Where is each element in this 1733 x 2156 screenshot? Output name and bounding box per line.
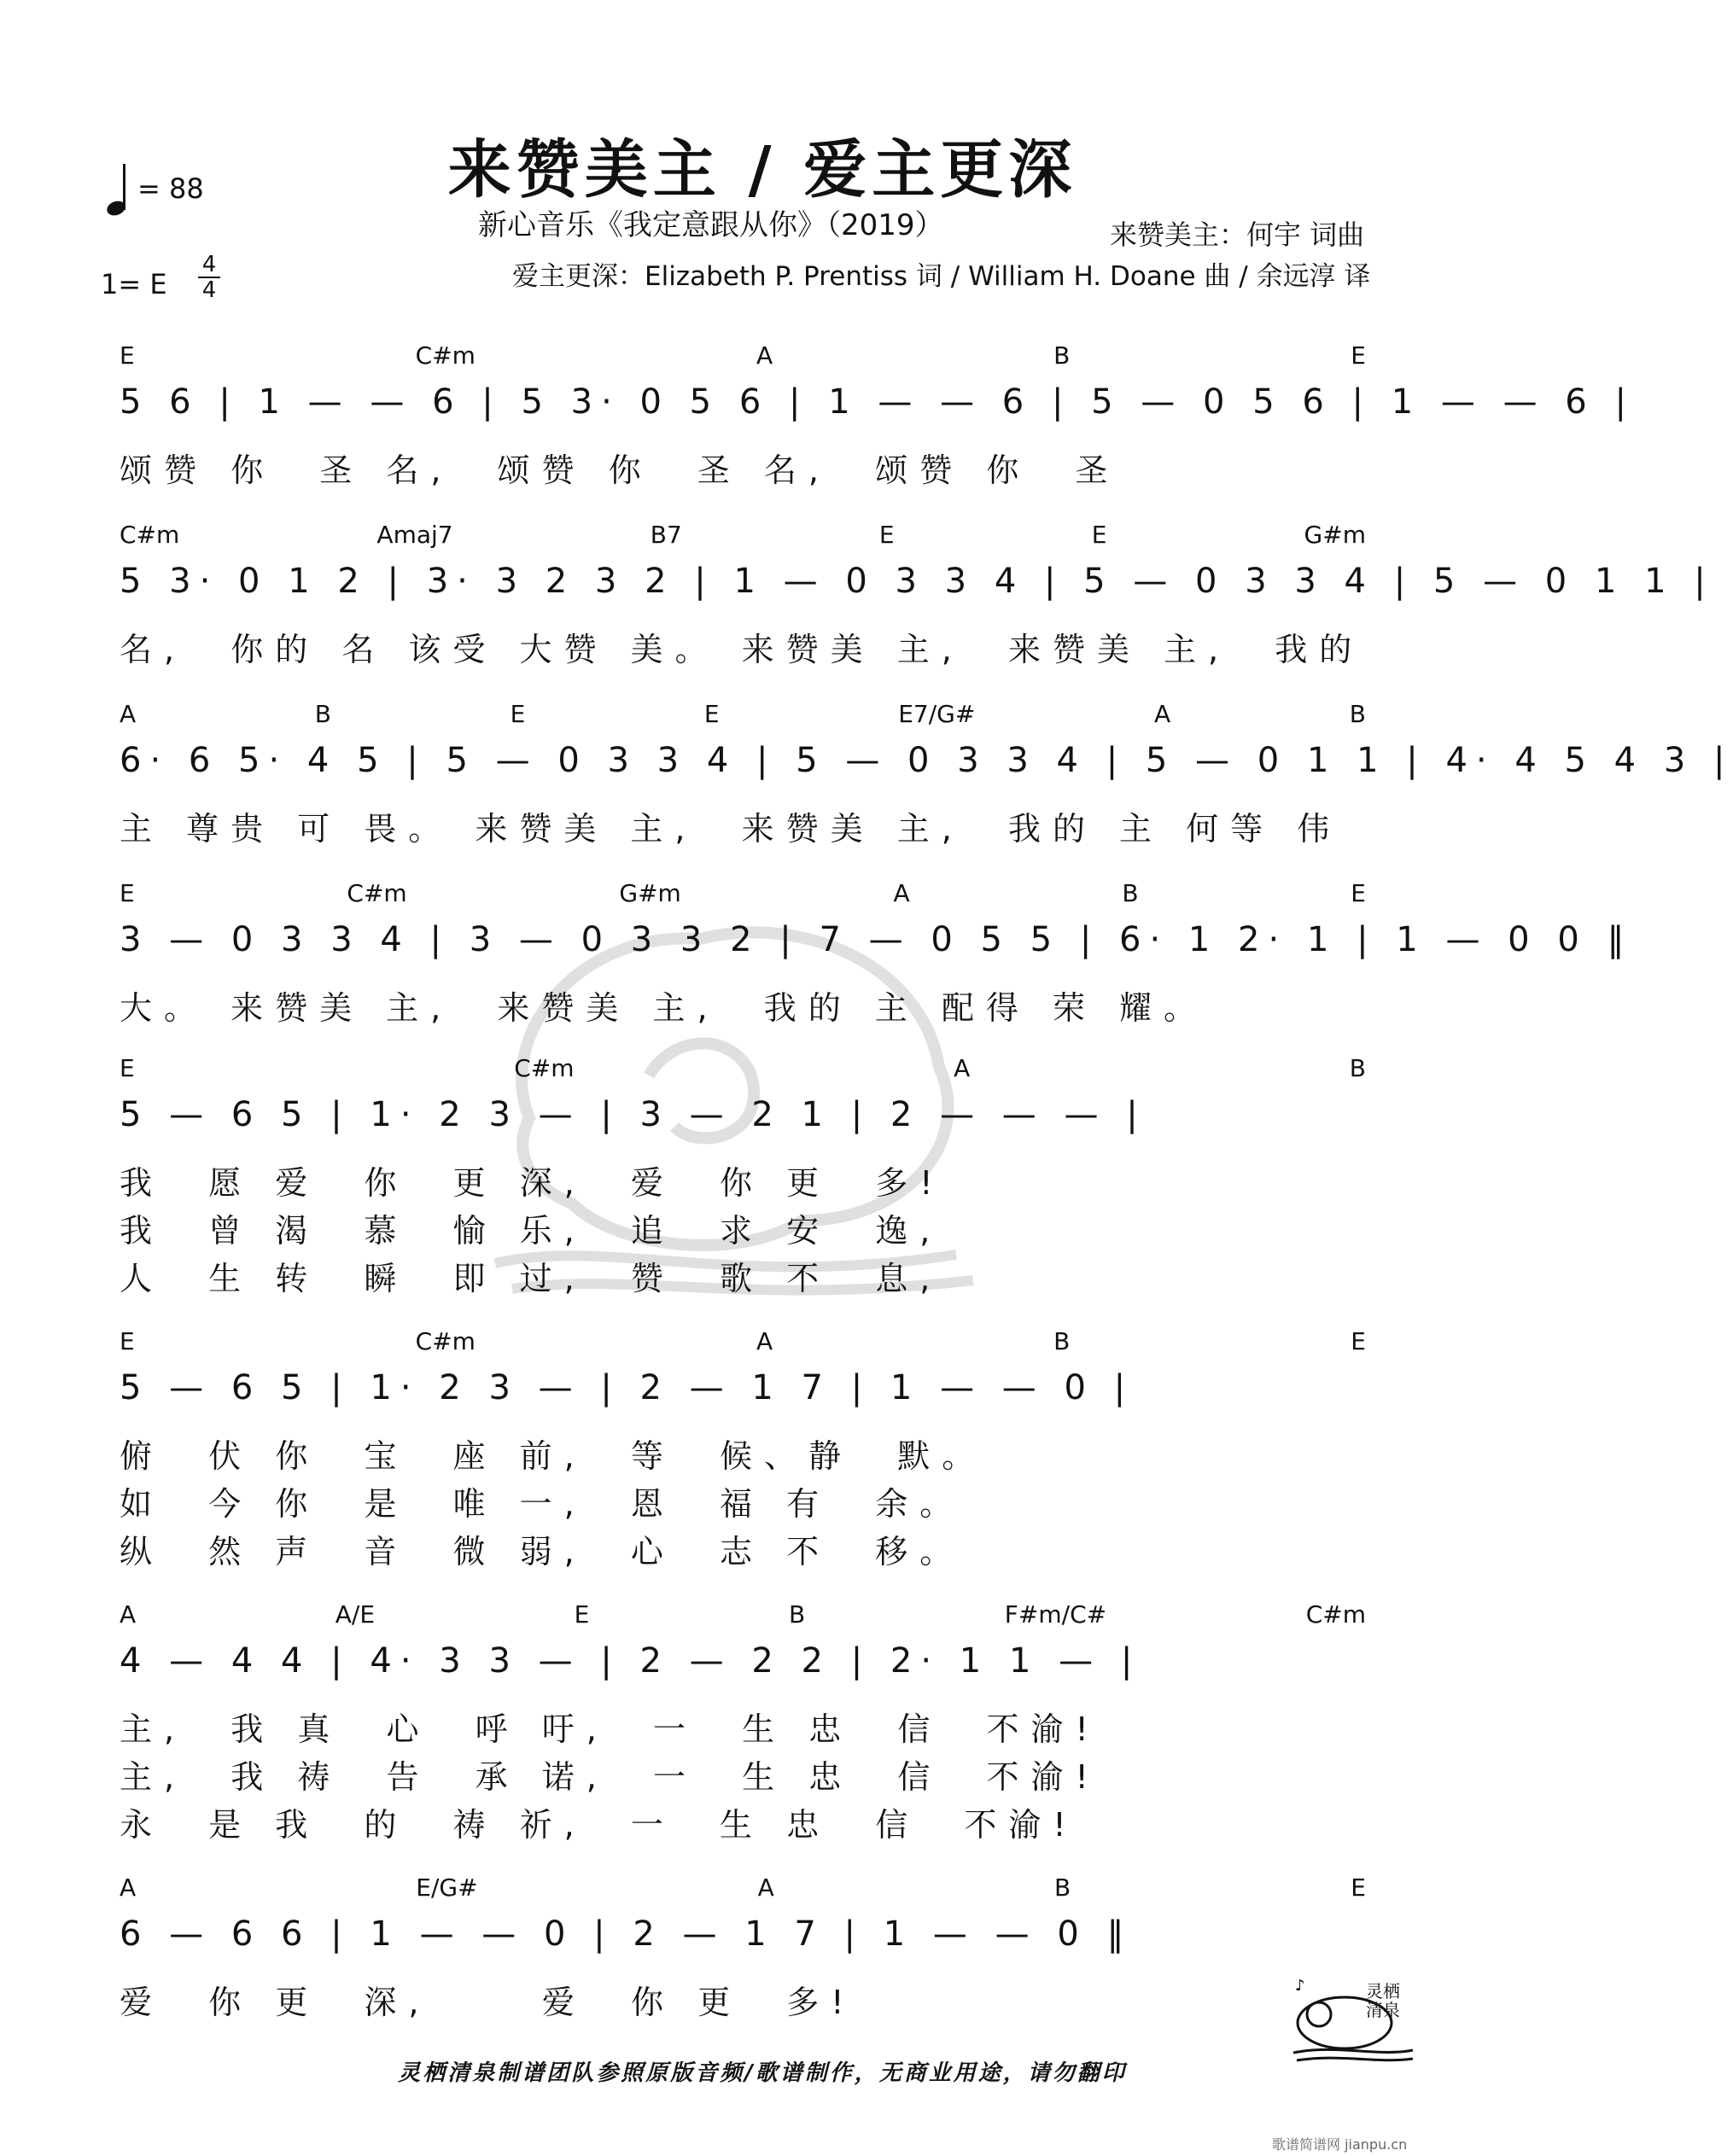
chord-row xyxy=(120,521,1417,549)
chord-symbol: B xyxy=(1349,1054,1366,1082)
lyric-line: 纵 然 声 音 微 弱, 心 志 不 移。 xyxy=(120,1533,965,1570)
chord-symbol: B xyxy=(1053,341,1071,370)
jianpu-notes: 3 — 0 3 3 4 | 3 — 0 3 3 2 | 7 — 0 5 5 | 6· 1 2· 1 | 1 — 0 0 ‖ xyxy=(120,920,1633,959)
svg-text:♪: ♪ xyxy=(1295,1977,1305,1995)
lyric-line: 人 生 转 瞬 即 过, 赞 歌 不 息, xyxy=(120,1260,942,1297)
chord-symbol: A xyxy=(120,1873,137,1902)
chord-symbol: E xyxy=(703,700,720,728)
chord-symbol: E xyxy=(574,1600,590,1629)
chord-row xyxy=(120,1327,1417,1355)
lyric-line: 俯 伏 你 宝 座 前, 等 候、静 默。 xyxy=(120,1437,987,1475)
chord-symbol: B xyxy=(1122,879,1139,907)
chord-symbol: A xyxy=(756,341,773,370)
chord-symbol: B xyxy=(314,700,331,728)
chord-symbol: C#m xyxy=(347,879,407,907)
chord-row xyxy=(120,1873,1417,1902)
quarter-note-icon xyxy=(107,162,131,215)
chord-symbol: B xyxy=(1053,1327,1071,1355)
key-signature: 1= E xyxy=(101,268,167,300)
chord-symbol: E xyxy=(1351,1327,1366,1355)
lyric-line: 主 尊贵 可 畏。 来赞美 主, 来赞美 主, 我的 主 何等 伟 xyxy=(120,810,1342,848)
lyric-line: 爱 你 更 深, 爱 你 更 多! xyxy=(120,1984,856,2021)
credit-line-2: 爱主更深：Elizabeth P. Prentiss 词 / William H. Doane 曲 / 余远淳 译 xyxy=(512,261,1371,292)
chord-symbol: B xyxy=(1053,1873,1071,1902)
jianpu-notes: 5 — 6 5 | 1· 2 3 — | 2 — 1 7 | 1 — — 0 | xyxy=(120,1368,1135,1407)
chord-symbol: E xyxy=(1351,1873,1366,1902)
chord-symbol: E xyxy=(120,879,135,907)
lyric-line: 我 愿 爱 你 更 深, 爱 你 更 多! xyxy=(120,1164,945,1202)
chord-symbol: A xyxy=(954,1054,971,1082)
footer-notice: 灵栖清泉制谱团队参照原版音频/歌谱制作，无商业用途，请勿翻印 xyxy=(398,2060,1127,2086)
lyric-line: 名, 你的 名 该受 大赞 美。 来赞美 主, 来赞美 主, 我的 xyxy=(120,631,1364,668)
sheep-logo-icon xyxy=(1285,1972,1421,2066)
chord-symbol: A xyxy=(120,1600,137,1629)
lyric-line: 大。 来赞美 主, 来赞美 主, 我的 主 配得 荣 耀。 xyxy=(120,989,1209,1027)
chord-symbol: A xyxy=(756,1327,773,1355)
jianpu-notes: 5 3· 0 1 2 | 3· 3 2 3 2 | 1 — 0 3 3 4 | 5 — 0 3 3 4 | 5 — 0 1 1 | xyxy=(120,562,1714,601)
chord-row xyxy=(120,1600,1417,1629)
logo-text: 灵栖清泉 xyxy=(1366,1981,1400,2020)
jianpu-notes: 6· 6 5· 4 5 | 5 — 0 3 3 4 | 5 — 0 3 3 4 | 5 — 0 1 1 | 4· 4 5 4 3 | xyxy=(120,741,1733,780)
chord-symbol: E xyxy=(1091,521,1107,549)
chord-symbol: E/G# xyxy=(416,1873,478,1902)
chord-symbol: C#m xyxy=(415,341,476,370)
chord-symbol: E xyxy=(120,1327,135,1355)
chord-symbol: G#m xyxy=(1304,521,1366,549)
jianpu-notes: 4 — 4 4 | 4· 3 3 — | 2 — 2 2 | 2· 1 1 — | xyxy=(120,1641,1141,1681)
jianpu-notes: 6 — 6 6 | 1 — — 0 | 2 — 1 7 | 1 — — 0 ‖ xyxy=(120,1914,1133,1954)
time-signature-bottom: 4 xyxy=(198,277,220,302)
chord-symbol: E xyxy=(510,700,526,728)
chord-symbol: F#m/C# xyxy=(1004,1600,1107,1629)
chord-symbol: E7/G# xyxy=(898,700,976,728)
page-title: 来赞美主 / 爱主更深 xyxy=(447,133,1077,207)
chord-symbol: A/E xyxy=(335,1600,376,1629)
chord-row xyxy=(120,341,1417,370)
chord-symbol: A xyxy=(757,1873,774,1902)
chord-symbol: G#m xyxy=(619,879,681,907)
chord-symbol: A xyxy=(893,879,910,907)
time-signature-top: 4 xyxy=(201,252,217,277)
chord-symbol: B7 xyxy=(650,521,682,549)
jianpu-notes: 5 — 6 5 | 1· 2 3 — | 3 — 2 1 | 2 — — — | xyxy=(120,1095,1147,1134)
lyric-line: 永 是 我 的 祷 祈, 一 生 忠 信 不渝! xyxy=(120,1806,1078,1844)
time-signature xyxy=(198,253,220,302)
chord-symbol: E xyxy=(120,1054,135,1082)
tempo-value: = 88 xyxy=(137,172,204,205)
tempo-marking xyxy=(107,162,204,215)
chord-symbol: A xyxy=(120,700,137,728)
lyric-line: 颂赞 你 圣 名, 颂赞 你 圣 名, 颂赞 你 圣 xyxy=(120,452,1120,489)
chord-row xyxy=(120,879,1417,907)
chord-symbol: E xyxy=(878,521,895,549)
chord-symbol: B xyxy=(788,1600,806,1629)
chord-symbol: B xyxy=(1349,700,1366,728)
lyric-line: 如 今 你 是 唯 一, 恩 福 有 余。 xyxy=(120,1485,965,1523)
subtitle: 新心音乐《我定意跟从你》（2019） xyxy=(478,208,944,242)
chord-symbol: C#m xyxy=(1305,1600,1366,1629)
credit-line-1: 来赞美主：何宇 词曲 xyxy=(1110,219,1365,251)
chord-symbol: E xyxy=(1351,879,1366,907)
chord-row xyxy=(120,1054,1417,1082)
chord-symbol: Amaj7 xyxy=(376,521,453,549)
site-mark: 歌谱简谱网 jianpu.cn xyxy=(1272,2136,1408,2153)
jianpu-notes: 5 6 | 1 — — 6 | 5 3· 0 5 6 | 1 — — 6 | 5 — 0 5 6 | 1 — — 6 | xyxy=(120,382,1635,422)
chord-symbol: C#m xyxy=(120,521,180,549)
chord-symbol: E xyxy=(120,341,135,370)
chord-symbol: E xyxy=(1351,341,1366,370)
chord-symbol: C#m xyxy=(514,1054,575,1082)
chord-symbol: A xyxy=(1153,700,1171,728)
lyric-line: 我 曾 渴 慕 愉 乐, 追 求 安 逸, xyxy=(120,1212,942,1250)
lyric-line: 主, 我 祷 告 承 诺, 一 生 忠 信 不渝! xyxy=(120,1758,1100,1796)
lyric-line: 主, 我 真 心 呼 吁, 一 生 忠 信 不渝! xyxy=(120,1710,1100,1748)
chord-row xyxy=(120,700,1417,728)
chord-symbol: C#m xyxy=(415,1327,476,1355)
